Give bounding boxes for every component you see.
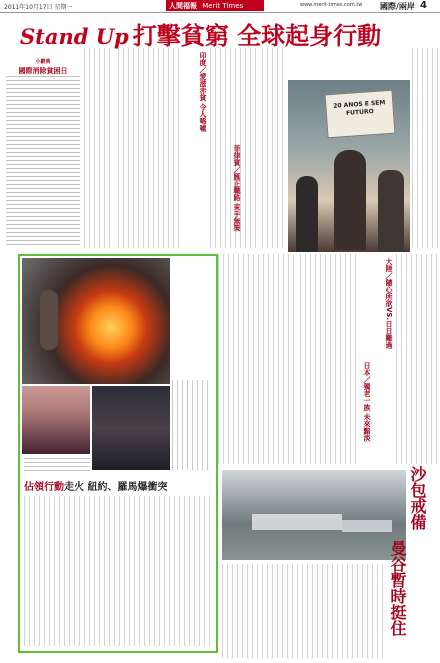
occupy-headline-rest: 走火 紐約、羅馬爆衝突	[64, 482, 168, 493]
bangkok-headline-a: 沙包戒備	[408, 466, 427, 530]
occupy-article-text	[24, 496, 210, 646]
article-text-block	[300, 254, 356, 464]
protest-sign	[325, 90, 396, 139]
photo-caption	[172, 380, 212, 470]
china-headline: 大陸／隨心所欲VS.日日難過	[385, 258, 393, 349]
main-headline	[20, 16, 381, 51]
philippines-headline: 菲律賓／匯正職路 束手無策	[233, 145, 241, 232]
protest-photo	[288, 80, 410, 252]
protest-crowd-figure	[378, 170, 404, 252]
bangkok-headline-b: 曼谷暫時挺住	[388, 540, 407, 636]
article-text-block	[262, 48, 286, 248]
dictionary-body	[6, 76, 80, 246]
protest-crowd-figure	[296, 176, 318, 252]
india-headline: 印度／愛滋赤貧 令人唏噓	[199, 52, 207, 132]
section-label: 國際/兩岸	[380, 2, 415, 11]
dictionary-title: 國際消除貧困日	[18, 67, 68, 75]
article-text-block	[118, 48, 182, 248]
photo-caption	[24, 458, 90, 472]
protester-portrait-photo	[22, 386, 90, 454]
headline-english: Stand Up	[20, 24, 129, 49]
occupy-headline-main: 佔領行動	[24, 482, 64, 493]
headline-chinese: 打擊貧窮 全球起身行動	[132, 21, 382, 50]
brand-name-cn: 人間福報	[169, 1, 197, 10]
flooded-buildings	[342, 520, 392, 532]
bangkok-article-text	[222, 564, 384, 658]
japan-headline: 日本／獨老一族 未來黯淡	[363, 362, 371, 442]
flooded-buildings	[252, 514, 342, 530]
occupy-headline	[24, 478, 167, 493]
flood-aerial-photo	[222, 470, 406, 560]
bangkok-headline	[408, 466, 426, 656]
article-text-block	[396, 254, 438, 464]
police-crowd-photo	[92, 386, 170, 470]
article-text-block	[218, 254, 298, 464]
article-text-block	[412, 48, 438, 248]
brand-logo	[166, 0, 264, 11]
bangkok-subheadline	[388, 540, 406, 658]
protest-sign-text: 20 ANOS E SEM FUTURO	[333, 99, 386, 117]
issue-date: 2011年10月17日 星期一	[4, 4, 73, 11]
article-text-block	[84, 48, 114, 248]
brand-name-en: Merit Times	[202, 2, 244, 10]
site-url[interactable]: www.merit-times.com.tw	[300, 2, 363, 8]
page-number: 4	[420, 0, 427, 11]
rioter-figure	[40, 290, 58, 350]
dictionary-kicker: 小辭典	[35, 59, 51, 65]
protest-crowd-figure	[334, 150, 366, 250]
